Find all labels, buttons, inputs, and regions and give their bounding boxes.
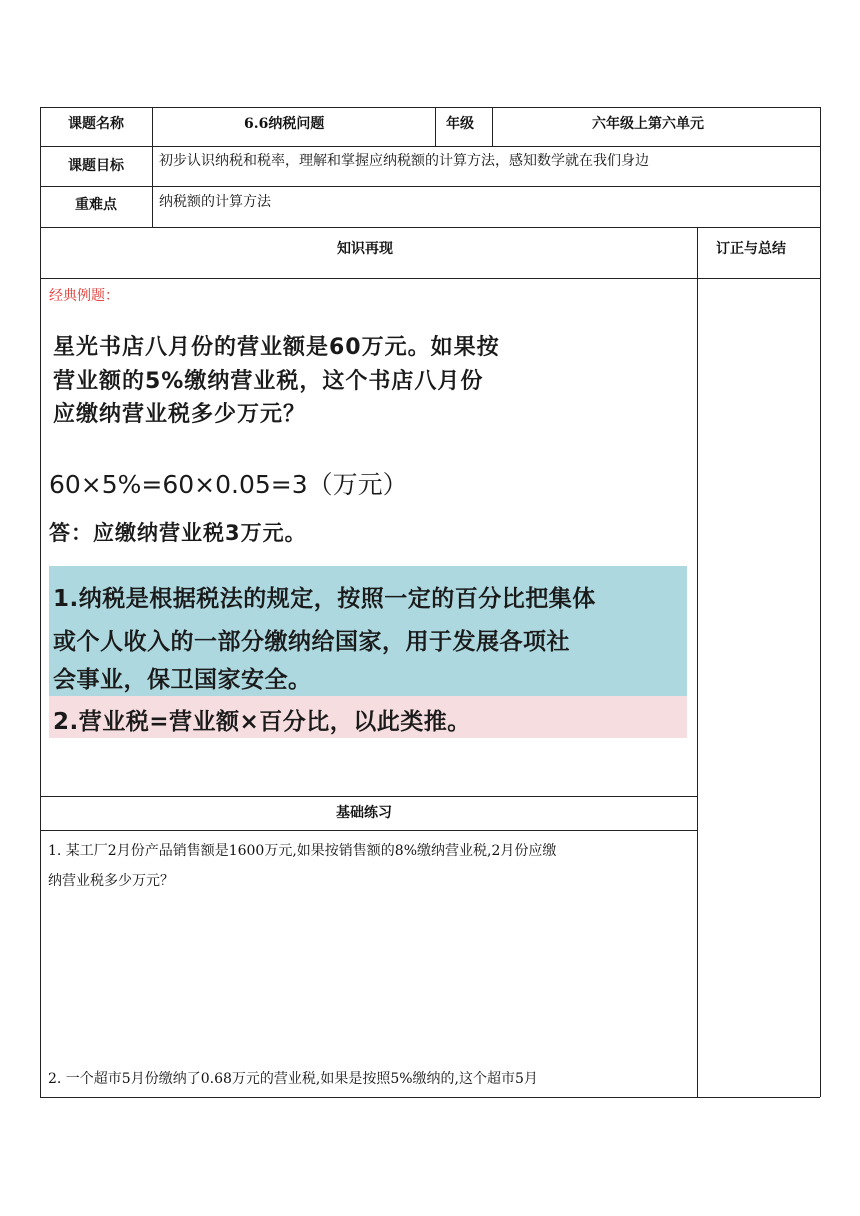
table-line	[492, 107, 493, 146]
focus-value: 纳税额的计算方法	[159, 194, 271, 210]
grade-label: 年级	[446, 116, 474, 132]
grade-value: 六年级上第六单元	[592, 116, 704, 132]
problem-line-1: 星光书店八月份的营业额是60万元。如果按	[53, 335, 500, 360]
problem-line-3: 应缴纳营业税多少万元？	[53, 402, 307, 427]
table-line	[40, 278, 820, 279]
table-line	[435, 107, 436, 146]
table-line	[40, 186, 820, 187]
goal-value: 初步认识纳税和税率，理解和掌握应纳税额的计算方法，感知数学就在我们身边	[159, 153, 649, 169]
note-line-3: 会事业，保卫国家安全。	[53, 667, 312, 693]
knowledge-title: 知识再现	[337, 241, 393, 257]
note-line-4: 2.营业税=营业额×百分比，以此类推。	[53, 709, 471, 735]
example-label: 经典例题：	[49, 288, 119, 304]
practice-title: 基础练习	[336, 805, 392, 821]
table-line	[40, 227, 820, 228]
equation: 60×5%=60×0.05=3（万元）	[49, 470, 408, 499]
focus-label: 重难点	[75, 197, 117, 213]
goal-label: 课题目标	[68, 158, 124, 174]
table-line	[40, 1097, 820, 1098]
table-line	[40, 107, 41, 1097]
table-line	[820, 107, 821, 1097]
table-line	[697, 227, 698, 1097]
table-line	[152, 107, 153, 227]
question-1-line-1: 1. 某工厂2月份产品销售额是1600万元,如果按销售额的8%缴纳营业税,2月份应缴	[48, 843, 557, 859]
note-line-1: 1.纳税是根据税法的规定，按照一定的百分比把集体	[53, 586, 596, 612]
answer: 答：应缴纳营业税3万元。	[49, 521, 307, 545]
topic-value: 6.6纳税问题	[244, 116, 325, 132]
question-1-line-2: 纳营业税多少万元？	[48, 873, 174, 889]
table-line	[40, 830, 697, 831]
problem-line-2: 营业额的5%缴纳营业税，这个书店八月份	[53, 369, 484, 394]
table-line	[40, 107, 820, 108]
table-line	[40, 796, 697, 797]
note-line-2: 或个人收入的一部分缴纳给国家，用于发展各项社	[53, 629, 570, 655]
summary-title: 订正与总结	[716, 241, 786, 257]
table-line	[40, 146, 820, 147]
question-2-line-1: 2. 一个超市5月份缴纳了0.68万元的营业税,如果是按照5%缴纳的,这个超市5月	[48, 1071, 538, 1087]
topic-label: 课题名称	[68, 116, 124, 132]
